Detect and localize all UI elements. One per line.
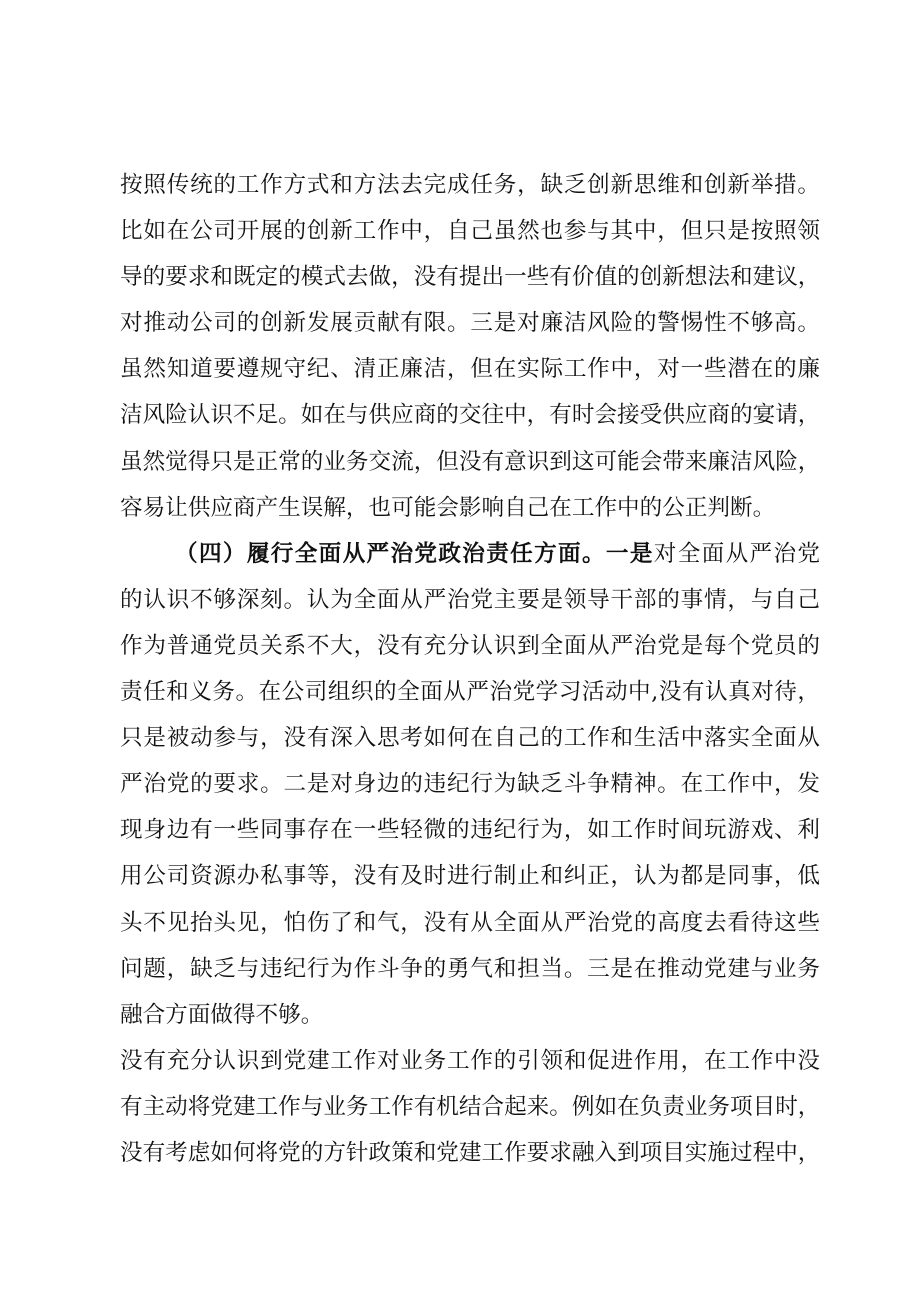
- section-heading: （四）履行全面从严治党政治责任方面。一是: [175, 540, 654, 567]
- paragraph-1: [120, 162, 820, 531]
- text-line: 融合方面做得不够。: [120, 1001, 324, 1028]
- text-line: 导的要求和既定的模式去做，没有提出一些有价值的创新想法和建议，: [120, 264, 821, 291]
- text-line: 洁风险认识不足。如在与供应商的交往中，有时会接受供应商的宴请，: [120, 402, 821, 429]
- text-line: 责任和义务。在公司组织的全面从严治党学习活动中,没有认真对待，: [120, 679, 820, 706]
- text-line: 容易让供应商产生误解，也可能会影响自己在工作中的公正判断。: [120, 494, 776, 521]
- text-line: 问题，缺乏与违纪行为作斗争的勇气和担当。三是在推动党建与业务: [120, 955, 820, 982]
- text-line: 按照传统的工作方式和方法去完成任务，缺乏创新思维和创新举措。: [120, 172, 820, 198]
- section-heading-line: [120, 531, 820, 577]
- text-line: 虽然知道要遵规守纪、清正廉洁，但在实际工作中，对一些潜在的廉: [120, 356, 820, 383]
- text-line: 现身边有一些同事存在一些轻微的违纪行为，如工作时间玩游戏、利: [120, 817, 820, 844]
- document-body: [120, 162, 820, 1176]
- text-line: 作为普通党员关系不大，没有充分认识到全面从严治党是每个党员的: [120, 632, 820, 659]
- heading-line-rest: 对全面从严治党: [653, 540, 821, 567]
- text-line: 没有充分认识到党建工作对业务工作的引领和促进作用，在工作中没: [120, 1047, 820, 1074]
- text-line: 对推动公司的创新发展贡献有限。三是对廉洁风险的警惕性不够高。: [120, 310, 820, 337]
- text-line: 头不见抬头见，怕伤了和气，没有从全面从严治党的高度去看待这些: [120, 909, 820, 936]
- text-line: 只是被动参与，没有深入思考如何在自己的工作和生活中落实全面从: [120, 725, 820, 752]
- text-line: 没有考虑如何将党的方针政策和党建工作要求融入到项目实施过程中，: [120, 1139, 821, 1166]
- text-line: 的认识不够深刻。认为全面从严治党主要是领导干部的事情，与自己: [120, 586, 820, 613]
- text-line: 虽然觉得只是正常的业务交流，但没有意识到这可能会带来廉洁风险，: [120, 448, 821, 475]
- text-line: 用公司资源办私事等，没有及时进行制止和纠正，认为都是同事，低: [120, 863, 820, 890]
- text-line: 有主动将党建工作与业务工作有机结合起来。例如在负责业务项目时，: [120, 1093, 821, 1120]
- text-line: 比如在公司开展的创新工作中，自己虽然也参与其中，但只是按照领: [120, 218, 820, 245]
- paragraph-3: [120, 1038, 820, 1176]
- text-line: 严治党的要求。二是对身边的违纪行为缺乏斗争精神。在工作中，发: [120, 771, 820, 798]
- paragraph-2: [120, 531, 820, 1038]
